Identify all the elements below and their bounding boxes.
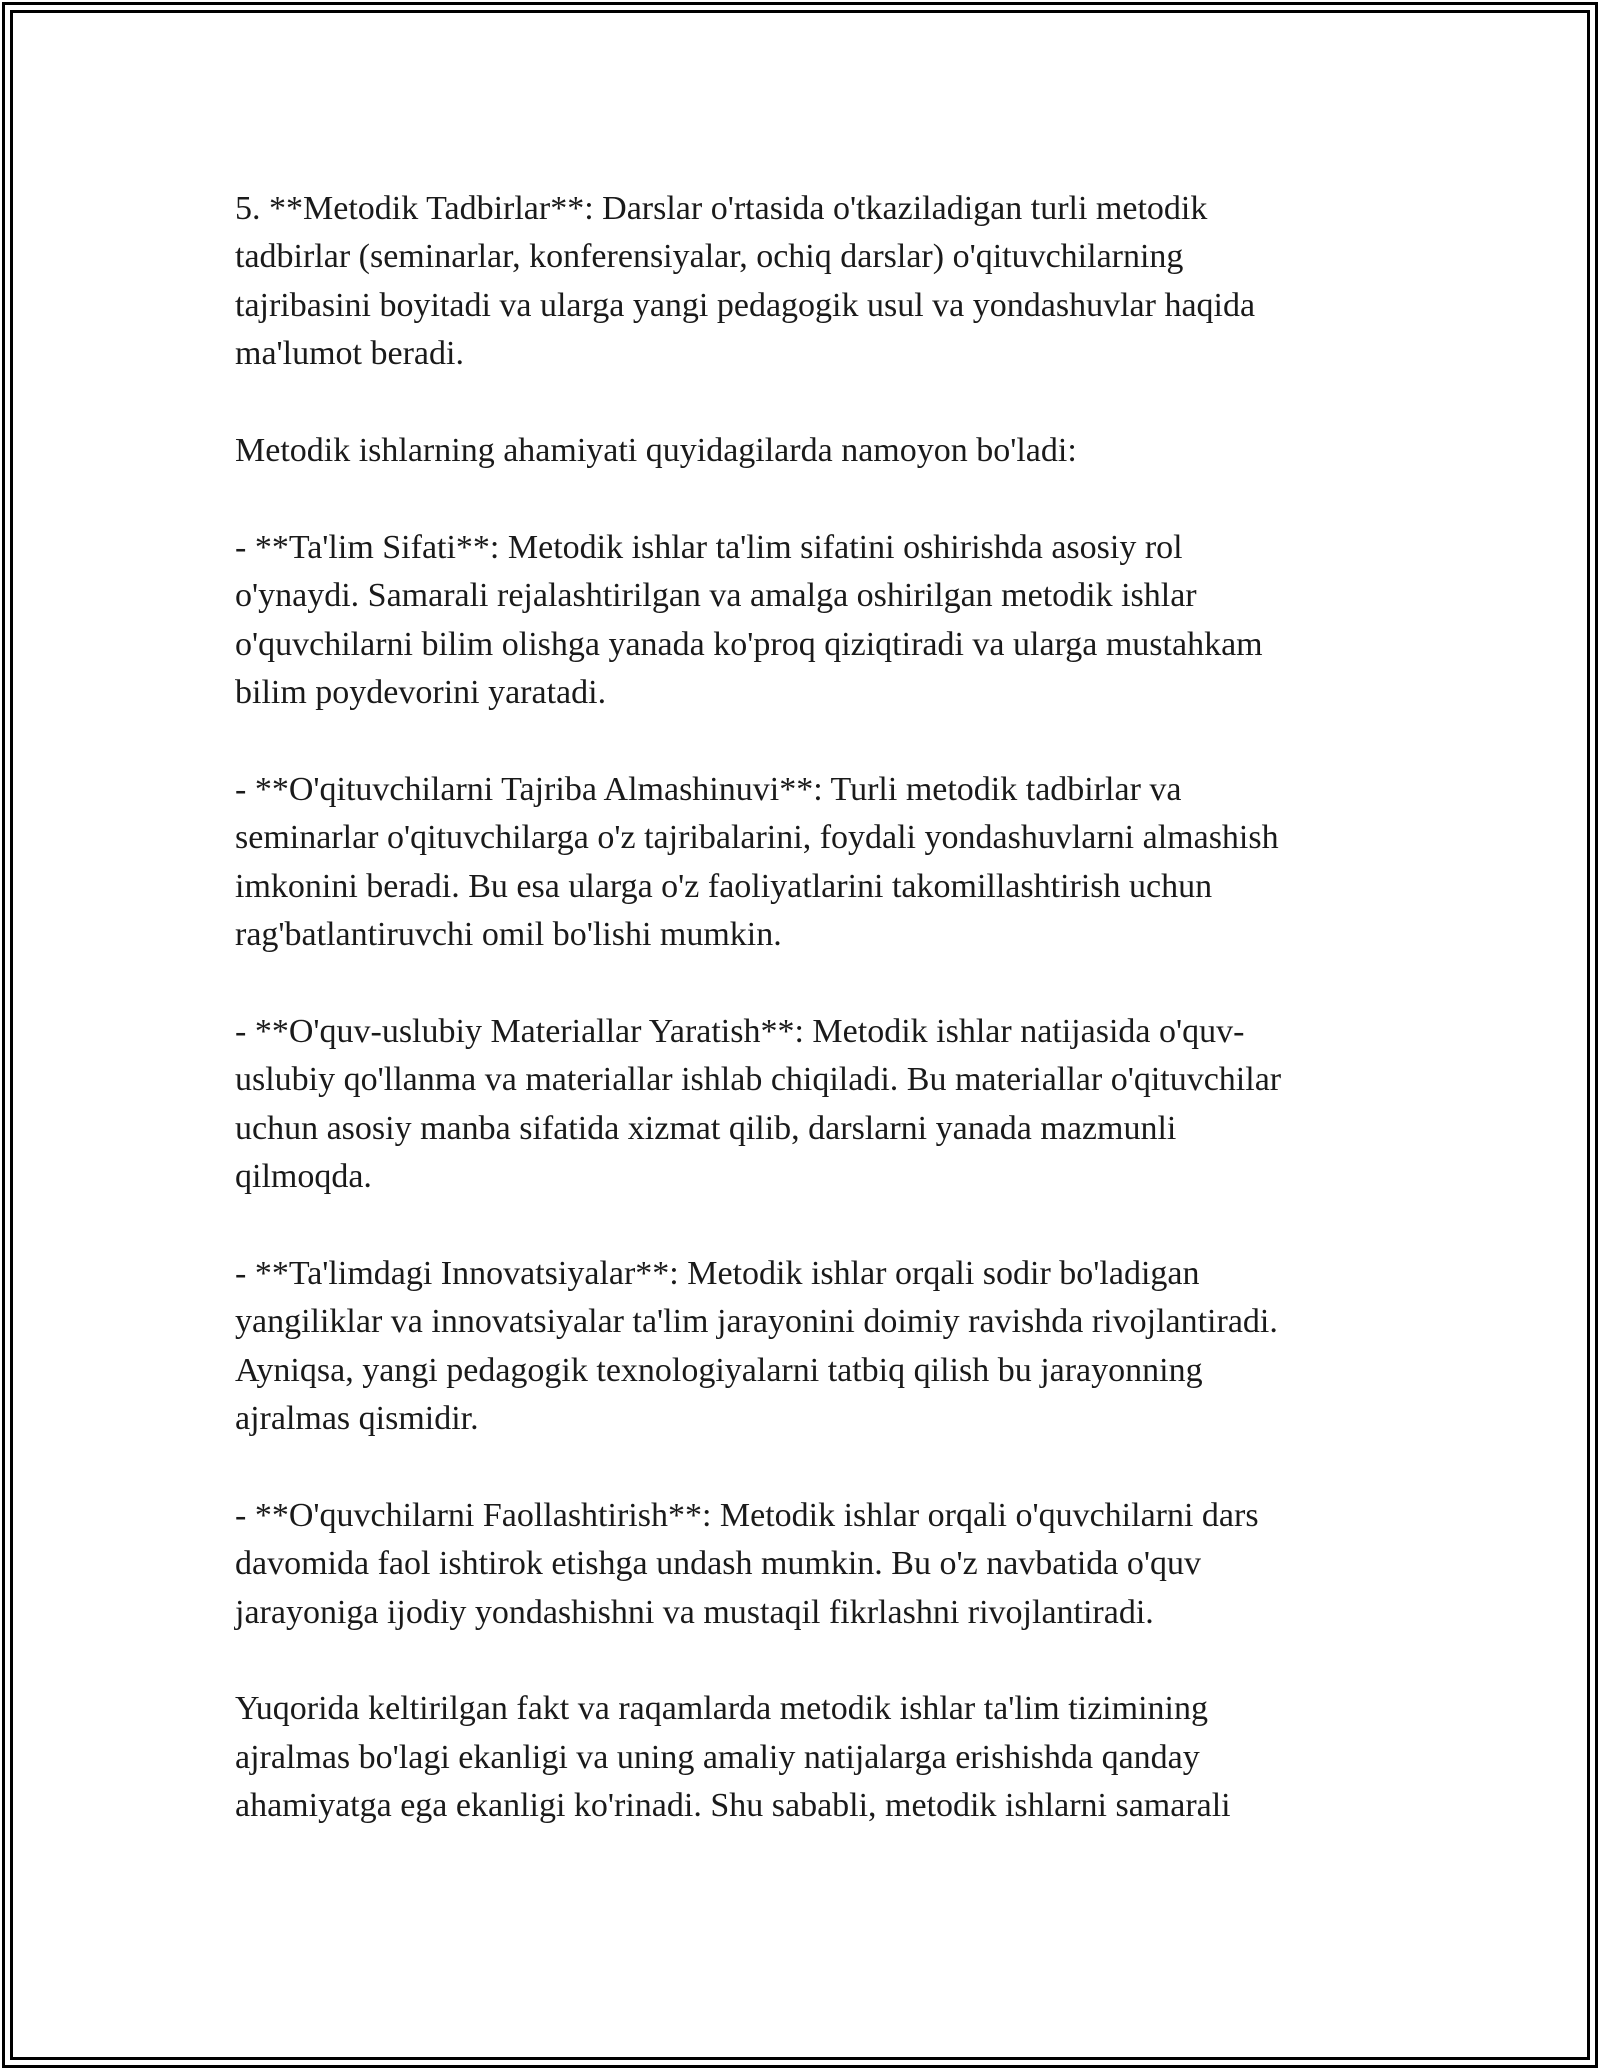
paragraph-innovatsiyalar xyxy=(235,1250,1375,1444)
paragraph-talim-sifati xyxy=(235,524,1375,718)
text-line: rag'batlantiruvchi omil bo'lishi mumkin. xyxy=(235,916,782,954)
text-line: yangiliklar va innovatsiyalar ta'lim jarayonini doimiy ravishda rivojlantiradi. xyxy=(235,1303,1278,1341)
text-line: ajralmas bo'lagi ekanligi va uning amaliy natijalarga erishishda qanday xyxy=(235,1738,1200,1776)
text-line: - **Ta'lim Sifati**: Metodik ishlar ta'lim sifatini oshirishda asosiy rol xyxy=(235,528,1183,566)
text-line: o'quvchilarni bilim olishga yanada ko'proq qiziqtiradi va ularga mustahkam xyxy=(235,625,1263,663)
paragraph-ahamiyati-intro xyxy=(235,427,1375,475)
text-line: uslubiy qo'llanma va materiallar ishlab chiqiladi. Bu materiallar o'qituvchilar xyxy=(235,1061,1282,1099)
text-line: ahamiyatga ega ekanligi ko'rinadi. Shu sababli, metodik ishlarni samarali xyxy=(235,1787,1231,1825)
paragraph-metodik-tadbirlar xyxy=(235,185,1375,379)
text-line: ma'lumot beradi. xyxy=(235,335,464,373)
paragraph-tajriba-almashinuvi xyxy=(235,766,1375,960)
paragraph-conclusion xyxy=(235,1685,1375,1830)
text-line: jarayoniga ijodiy yondashishni va mustaqil fikrlashni rivojlantiradi. xyxy=(235,1593,1154,1631)
text-line: davomida faol ishtirok etishga undash mumkin. Bu o'z navbatida o'quv xyxy=(235,1545,1201,1583)
text-line: - **O'quv-uslubiy Materiallar Yaratish**: Metodik ishlar natijasida o'quv- xyxy=(235,1012,1245,1050)
paragraph-faollashtirish xyxy=(235,1492,1375,1637)
text-line: ajralmas qismidir. xyxy=(235,1400,479,1438)
paragraph-materiallar-yaratish xyxy=(235,1008,1375,1202)
text-line: - **O'qituvchilarni Tajriba Almashinuvi**: Turli metodik tadbirlar va xyxy=(235,770,1182,808)
text-line: Ayniqsa, yangi pedagogik texnologiyalarni tatbiq qilish bu jarayonning xyxy=(235,1351,1203,1389)
text-line: - **O'quvchilarni Faollashtirish**: Metodik ishlar orqali o'quvchilarni dars xyxy=(235,1496,1259,1534)
text-line: 5. **Metodik Tadbirlar**: Darslar o'rtasida o'tkaziladigan turli metodik xyxy=(235,190,1208,227)
text-line: seminarlar o'qituvchilarga o'z tajribalarini, foydali yondashuvlarni almashish xyxy=(235,819,1279,857)
text-line: o'ynaydi. Samarali rejalashtirilgan va amalga oshirilgan metodik ishlar xyxy=(235,577,1197,615)
text-line: uchun asosiy manba sifatida xizmat qilib, darslarni yanada mazmunli xyxy=(235,1109,1177,1147)
text-line: tajribasini boyitadi va ularga yangi pedagogik usul va yondashuvlar haqida xyxy=(235,286,1256,324)
text-line: Yuqorida keltirilgan fakt va raqamlarda metodik ishlar ta'lim tizimining xyxy=(235,1690,1208,1728)
text-line: tadbirlar (seminarlar, konferensiyalar, ochiq darslar) o'qituvchilarning xyxy=(235,238,1184,276)
document-body xyxy=(235,185,1375,1879)
text-line: Metodik ishlarning ahamiyati quyidagilarda namoyon bo'ladi: xyxy=(235,432,1077,470)
text-line: qilmoqda. xyxy=(235,1158,372,1196)
text-line: imkonini beradi. Bu esa ularga o'z faoliyatlarini takomillashtirish uchun xyxy=(235,867,1213,905)
text-line: - **Ta'limdagi Innovatsiyalar**: Metodik ishlar orqali sodir bo'ladigan xyxy=(235,1254,1200,1292)
text-line: bilim poydevorini yaratadi. xyxy=(235,674,607,712)
